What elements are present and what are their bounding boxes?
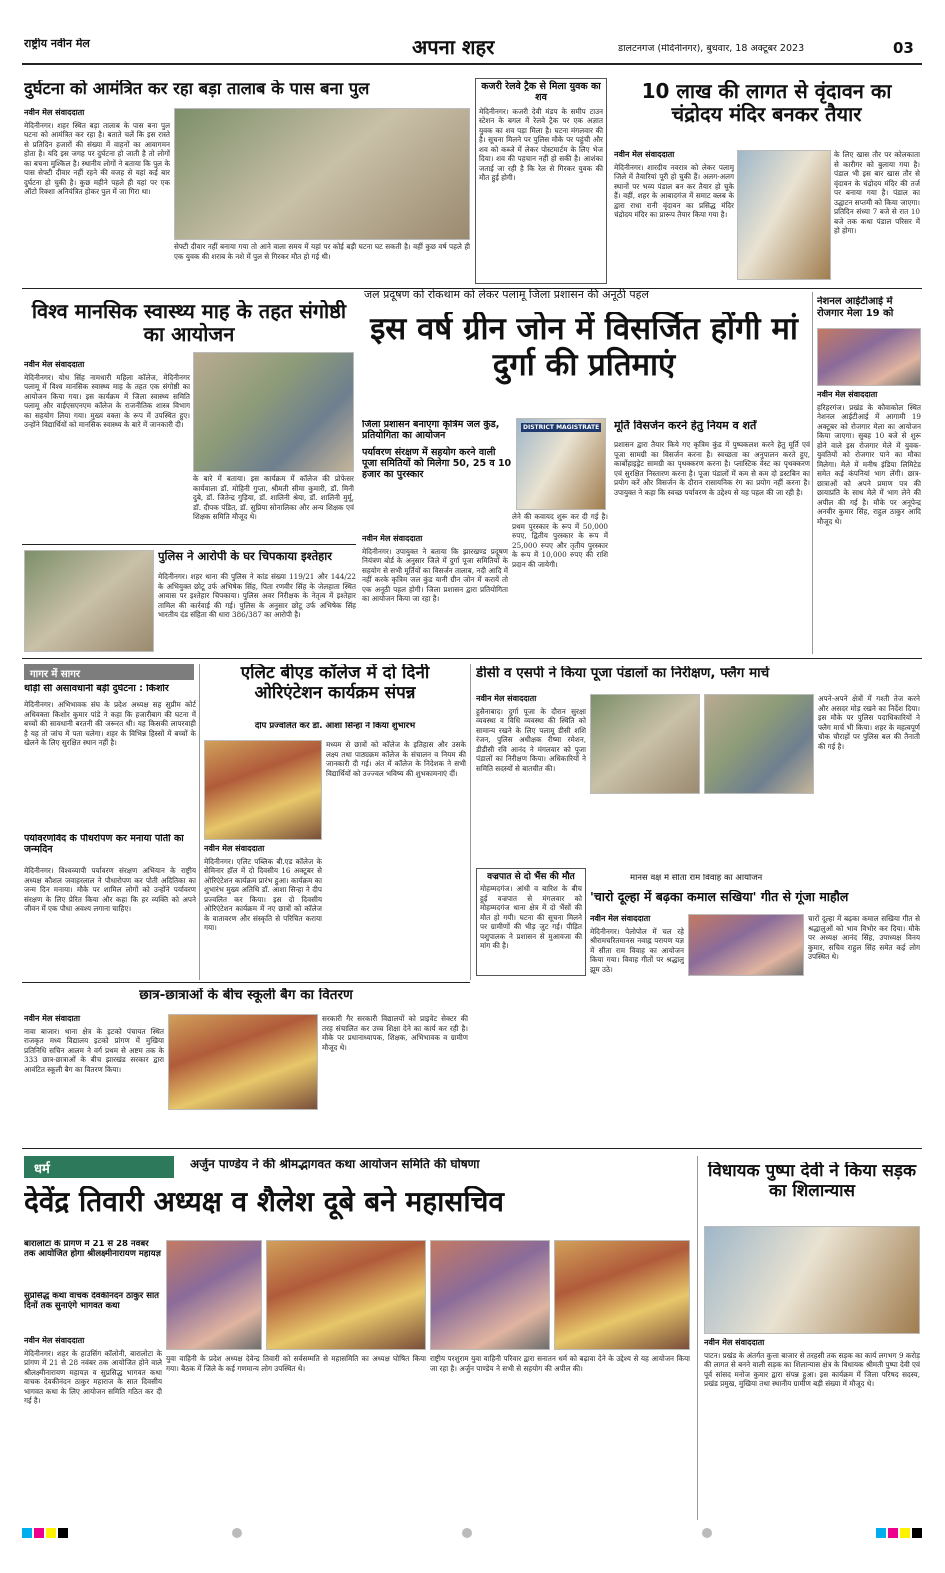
section-tag-gagar: गागर में सागर [24,664,194,680]
photo-police [24,550,154,652]
photo-wedding [688,914,804,976]
headline-dc-sp: डीसी व एसपी ने किया पूजा पंडालों का निरीक्षण, फ्लैग मार्च [476,666,770,681]
headline-bhagwat: देवेंद्र तिवारी अध्यक्ष व शैलेश दूबे बने महासचिव [24,1186,504,1218]
headline-job-fair: नेशनल आईटीआई में रोजगार मेला 19 को [817,296,894,319]
article-police: मेदिनीनगर। शहर थाना की पुलिस ने कांड संख्या 119/21 और 144/22 के अभियुक्त छोटू उर्फ अभिषेक सिंह, पिता रणवीर सिंह के जेलहाता स्थित आवास पर इश्तेहार चिपकाया। पुलिस अवर निरीक्षक के नेतृत्व में इश्तेहार तामिल की कार्रवाई की गई। पुलिस के अनुसार छोटू उर्फ अभिषेक सिंह भारतीय दंड संहिता की धारा 386/387 का आरोपी है। [158,572,356,619]
article-green-zone [362,534,508,654]
headline-lightning: वज्रपात से दो भैंस की मौत [487,872,575,882]
article-body: हुसैनाबाद। दुर्गा पूजा के दौरान सुरक्षा व्यवस्था व विधि व्यवस्था की स्थिति को सामान्य रखने के लिए पलामू डीसी शशि रंजन, पुलिस अधीक्षक रीष्मा रमेशन, डीडीसी रवि आनंद ने मंगलवार को पूजा पंडालों का निरीक्षण किया। अधिकारियों ने समिति सदस्यों से बातचीत की। [476,706,586,773]
masthead-rule [22,63,922,65]
paper-name: राष्ट्रीय नवीन मेल [24,38,90,50]
photo-bhagwat-2 [266,1240,426,1350]
photo-dc-sp-2 [704,694,814,794]
photo-bed-college [204,740,322,840]
short-rule [22,982,470,983]
article-bed-college [204,844,322,980]
article-body: मेदिनीनगर। उपायुक्त ने बताया कि झारखण्ड प्रदूषण नियंत्रण बोर्ड के अनुसार जिले में दुर्गा पूजा समितियों के सहयोग से सभी मूर्तियों का विसर्जन तालाब, नदी आदि में नहीं करके कृत्रिम जल कुंड यानी ग्रीन जोन में करायें तो एक अनूठी पहल होगी। जिला प्रशासन द्वारा प्रतियोगिता का आयोजन किया जा रहा है। [362,546,508,604]
column-divider [812,292,813,654]
article-job-fair [817,390,921,654]
article-lightning: मोहम्मदगंज। आंधी व बारिश के बीच हुई वज्रपात से मंगलवार को मोहम्मदगंज थाना क्षेत्र में दो भैंसों की मौत हो गयी। घटना की सूचना मिलने पर ग्रामीणों की भीड़ जुट गई। पीड़ित पशुपालक ने प्रशासन से मुआवजा की मांग की है। [480,884,582,951]
registration-swatch [876,1528,886,1538]
byline: नवीन मेल संवाददाता [24,1336,85,1345]
short-rule [22,544,356,545]
column-divider [199,664,200,980]
rules-body: प्रशासन द्वारा तैयार किये गए कृत्रिम कुंड में पुष्पकलश करने हेतु मूर्ति एवं पूजा सामग्री का विसर्जन करना है। स्वच्छता का अनुपालन करते हुए, कार्बोहाइड्रेट सामग्री का पृथक्करण करना है। प्लास्टिक वेस्ट का पृथक्करण एवं सुरक्षित निस्तारण करना है। पूजा पंडालों में कम से कम दो डस्टबिन का प्रयोग करें और विसर्जन के दौरान रासायनिक रंग का प्रयोग नहीं करना है। उपायुक्त ने कहा कि स्वच्छ पर्यावरण के उद्देश्य से यह पहल की जा रही है। [614,440,810,497]
article-bridge [24,108,170,283]
article-bhagwat-continued: युवा वाहिनी के प्रदेश अध्यक्ष देवेन्द्र तिवारी को सर्वसम्मति से महासमिति का अध्यक्ष घोषित किया गया। बैठक में जिले के कई गणमान्य लोग उपस्थित थे। [166,1354,426,1373]
dm-badge: DISTRICT MAGISTRATE [523,424,600,431]
article-carelessness: मेदिनीनगर। अभिभावक संघ के प्रदेश अध्यक्ष सह सुप्रीम कोर्ट अधिवक्ता किशोर कुमार पांडे ने कहा कि हजारीबाग की घटना में बच्चों की सावधानी बरतनी की जरूरत थी। यह किसकी लापरवाही है यह तो जांच में पता चलेगा। शहर के विभिन्न हिस्सों में बच्चों के खेलने के लिए सुरक्षित स्थान नहीं है। [24,700,196,747]
article-dc-sp [476,694,586,864]
article-body: मेदिनीनगर। शारदीय नवरात्र को लेकर पलामू जिले में तैयारियां पूरी हो चुकी हैं। अलग-अलग स्थानों पर भव्य पंडाल बन कर तैयार हो चुके हैं। वहीं, शहर के आबादगंज में समाट क्लब के द्वारा राधा रानी वृंदावन का प्रसिद्ध मंदिर चंद्रोदय मंदिर का प्रारूप तैयार किया गया है। [614,162,734,220]
article-body: मेदिनीनगर। पेलोपोल में चल रहे श्रीरामचरितमानस नवाह्न परायण यज्ञ में सीता राम विवाह का आयोजन किया गया। विवाह गीतों पर श्रद्धालु झूम उठे। [590,926,684,974]
headline-road: विधायक पुष्पा देवी ने किया सड़क का शिलान्यास [707,1162,917,1201]
kicker-bhagwat: अर्जुन पाण्डेय ने की श्रीमद्भागवत कथा आयोजन समिति की घोषणा [190,1158,480,1171]
byline: नवीन मेल संवाददाता [817,390,878,399]
article-bed-college-continued: मध्यम से छात्रों को कॉलेज के इतिहास और उसके लक्ष्य तथा पाठ्यक्रम कॉलेज के संचालन व नियम की जानकारी दी गई। अंत में कॉलेज के निदेशक ने सभी विद्यार्थियों को उज्ज्वल भविष्य की शुभकामनाएं दीं। [326,740,466,778]
rules-title: मूर्ति विसर्जन करने हेतु नियम व शर्तें [614,420,757,432]
article-bhagwat [24,1336,162,1518]
headline-green-zone: इस वर्ष ग्रीन जोन में विसर्जित होंगी मां दुर्गा की प्रतिमाएं [370,312,798,383]
registration-dot [462,1528,472,1538]
article-temple-continued: के लिए खास तौर पर कोलकाता से कारीगर को बुलाया गया है। पंडाल भी इस बार खास तौर से वृंदावन के चंद्रोदय मंदिर की तर्ज पर बनाया गया है। पंडाल का उद्घाटन सप्तमी को किया जाएगा। प्रतिदिन संध्या 7 बजे से रात 10 बजे तक कथा पंडाल परिसर में हो होगा। [834,150,920,235]
kicker-wedding: मानस वक्ष में सीता राम विवाह का आयोजन [630,874,763,883]
article-bhagwat-continued-2: राष्ट्रीय परशुराम युवा वाहिनी परिवार द्वारा सनातन धर्म को बढ़ावा देने के उद्देश्य से यह आयोजन किया जा रहा है। अर्जुन पाण्डेय ने सभी से सहयोग की अपील की। [430,1354,690,1373]
registration-swatch [34,1528,44,1538]
registration-swatch [46,1528,56,1538]
dateline: डालटनगंज (मेदिनीनगर), बुधवार, 18 अक्टूबर 2023 [618,44,805,54]
color-registration-bar [22,1526,922,1540]
article-road [704,1338,920,1518]
subhead-box-green-zone [362,420,512,532]
section-tag-religion: धर्म [24,1156,174,1178]
registration-swatch [58,1528,68,1538]
headline-seminar: विश्व मानसिक स्वास्थ्य माह के तहत संगोष्ठी का आयोजन [31,300,347,346]
side-head-yagya: बारालोटा के प्रांगण में 21 से 28 नवंबर तक आयोजित होगा श्रीलक्ष्मीनारायण महायज्ञ [24,1240,161,1259]
article-railway: मेदिनीनगर। कजरी देवी मंडप के समीप टाउन स्टेशन के बगल में रेलवे ट्रैक पर एक अज्ञात युवक का शव पड़ा मिला है। घटना मंगलवार की है। सूचना मिलने पर पुलिस मौके पर पहुंची और शव को कब्जे में लेकर पोस्टमार्टम के लिए भेज दिया। शव की पहचान नहीं हो सकी है। आशंका जताई जा रही है कि रेल से गिरकर युवक की मौत हुई होगी। [479,106,603,183]
article-seminar-continued: के बारे में बताया। इस कार्यक्रम में कॉलेज की प्रोफेसर कार्यवाला डॉ. मोहिनी गुप्ता, श्रीमती सीमा कुमारी, डॉ. मिनी दुबे, डॉ. जितेन्द्र गुड़िया, डॉ. शालिनी श्रेया, डॉ. शालिनी मुर्मू, डॉ. दीपक पंडित, डॉ. सुप्रिया सोनालिका और अन्य शिक्षक एवं शिक्षक समिति मौजूद थे। [193,474,354,521]
byline: नवीन मेल संवाददाता [704,1338,765,1347]
byline: नवीन मेल संवाददाता [476,694,537,703]
byline: नवीन मेल संवाददाता [204,844,265,853]
registration-swatch [912,1528,922,1538]
registration-swatch [22,1528,32,1538]
subhead-bed-college: दीप प्रज्वलित कर डॉ. आशा सिन्हा ने किया शुभारंभ [254,722,416,731]
article-seminar [24,360,190,540]
photo-bhagwat-4 [554,1240,690,1350]
side-head-kathavachak: सुप्रसिद्ध कथा वाचक देवकीनंदन ठाकुर सात दिनों तक सुनाएंगे भागवत कथा [24,1292,159,1311]
headline-carelessness: थोड़ी सी असावधानी बड़ी दुर्घटना : किशोर [24,684,169,694]
headline-temple: 10 लाख की लागत से वृंदावन का चंद्रोदय मंदिर बनकर तैयार [641,80,892,126]
column-divider [470,664,471,980]
headline-wedding: 'चारो दूल्हा में बढ़का कमाल सखिया' गीत से गूंजा माहौल [590,890,849,904]
article-green-zone-continued: लेने की कवायद शुरू कर दी गई है। प्रथम पुरस्कार के रूप में 50,000 रुपए, द्वितीय पुरस्कार के रूप में 25,000 रुपए और तृतीय पुरस्कार के रूप में 10,000 रुपए की राशि प्रदान की जायेगी। [512,512,608,569]
article-body: मेदिनीनगर। शहर के हाउसिंग कॉलोनी, बारालोटा के प्रांगण में 21 से 28 नवंबर तक आयोजित होने वाले श्रीलक्ष्मीनारायण महायज्ञ व सुप्रसिद्ध भागवत कथा वाचक देवकीनंदन ठाकुर महाराज के सात दिवसीय भागवत कथा के लिए आयोजन समिति गठित कर दी गई है। [24,1348,162,1406]
photo-district-magistrate [516,418,606,510]
headline-birthday: पर्यावरणविद के पौधरोपण कर मनाया पोती का जन्मदिन [24,834,184,855]
article-school-bag-continued: सरकारी गैर सरकारी विद्यालयों को प्राइवेट सेक्टर की तरह संचालित कर उच्च शिक्षा देने का कार्य कर रही है। मौके पर प्रधानाध्यापक, शिक्षक, अभिभावक व ग्रामीण मौजूद थे। [322,1014,468,1052]
photo-school-bag [168,1014,318,1110]
byline: नवीन मेल संवाददाता [614,150,675,159]
article-wedding [590,914,684,976]
photo-dc-sp-1 [590,694,700,794]
registration-swatch [888,1528,898,1538]
photo-bhagwat-1 [166,1240,262,1350]
row-rule [22,1148,922,1149]
article-body: मेदिनीनगर। योध सिंह नामधारी महिला कॉलेज, मेदिनीनगर पलामू में विश्व मानसिक स्वास्थ्य माह के तहत एक संगोष्ठी का आयोजन किया गया। इस कार्यक्रम में जिला स्वास्थ्य समिति पलामू और वाईएसएनएम कॉलेज के राजनीतिक शास्त्र विभाग का सहयोग लिया गया। मुख्य वक्ता के रूप में उपस्थित हुए। उन्होंने विद्यार्थियों को मानसिक स्वास्थ्य के बारे में जानकारी दी। [24,372,190,430]
subhead-artificial-pond: जिला प्रशासन बनाएगा कृत्रिम जल कुंड, प्रतियोगिता का आयोजन [362,420,500,441]
byline: नवीन मेल संवाददाता [590,914,651,923]
headline-police: पुलिस ने आरोपी के घर चिपकाया इश्तेहार [158,550,332,563]
article-birthday: मेदिनीनगर। विश्वव्यापी पर्यावरण संरक्षण अभियान के राष्ट्रीय अध्यक्ष कौशल जवाहरलाल ने पौधारोपण कर पोती अदितिका का जन्म दिन मनाया। मौके पर शामिल लोगों को उन्होंने पर्यावरण संरक्षण के लिए प्रेरित किया और कहा कि हर व्यक्ति को अपने जीवन में एक पौधा अवश्य लगाना चाहिए। [24,866,196,913]
photo-temple [737,150,831,280]
article-body: मेदिनीनगर। एलिट पब्लिक बी.एड कॉलेज के सेमिनार हॉल में दो दिवसीय 16 अक्टूबर से ओरिएंटेशन कार्यक्रम प्रारंभ हुआ। कार्यक्रम का शुभारंभ मुख्य अतिथि डॉ. आशा सिन्हा ने दीप प्रज्वलित कर किया। इस दो दिवसीय ओरिएंटेशन कार्यक्रम में नए छात्रों को कॉलेज के वातावरण और संस्कृति से परिचित कराया गया। [204,856,322,933]
subhead-prize: पर्यावरण संरक्षण में सहयोग करने वाली पूजा समितियों को मिलेगा 50, 25 व 10 हजार का पुरस्कार [362,446,512,480]
section-title: अपना शहर [412,36,495,59]
registration-dot [702,1528,712,1538]
headline-school-bag: छात्र-छात्राओं के बीच स्कूली बैग का वितरण [139,988,353,1003]
photo-seminar [193,352,354,472]
article-bridge-continued: सेफ्टी दीवार नहीं बनाया गया तो आने वाला समय में यहां पर कोई बड़ी घटना घट सकती है। वहीं कुछ वर्ष पहले ही एक युवक की शराब के नशे में पुल से गिरकर मौत हो गई थी। [174,242,470,261]
byline: नवीन मेल संवादाता [24,1014,81,1023]
photo-bhagwat-3 [430,1240,550,1350]
photo-road [704,1226,920,1334]
photo-bridge [174,108,470,240]
article-wedding-continued: चारों दूल्हा में बढ़का कमाल सखिया गीत से श्रद्धालुओं को भाव विभोर कर दिया। मौके पर अध्यक्ष आनंद सिंह, उपाध्यक्ष विनय कुमार, सचिव राहुल सिंह समेत कई लोग उपस्थित थे। [808,914,920,961]
byline: नवीन मेल संवाददाता [24,360,85,369]
headline-bed-college: एलिट बीएड कॉलेज में दो दिनी ओरिएंटेशन कार्यक्रम संपन्न [240,664,430,703]
kicker-green-zone: जल प्रदूषण को रोकथाम को लेकर पलामू जिला प्रशासन की अनूठी पहल [364,289,649,301]
article-body: हरिहरगंज। प्रखंड के कौवाकोल स्थित नेशनल आईटीआई में आगामी 19 अक्टूबर को रोजगार मेला का आयोजन किया जाएगा। सुबह 10 बजे से शुरू होने वाले इस रोजगार मेले में युवक-युवतियों को रोजगार पाने का मौका मिलेगा। मेले में मनीष इंडिया लिमिटेड समेत कई कंपनियां भाग लेंगी। छात्र-छात्राओं को अपने प्रमाण पत्र की छायाप्रति के साथ मेले में भाग लेने की अपील की गई है। मौके पर अनूपेन्द्र अनवीर कुमार सिंह, राहुल ठाकुर आदि मौजूद थे। [817,402,921,526]
byline: नवीन मेल संवाददाता [362,534,423,543]
article-body: पाटन। प्रखंड के अंतर्गत कुत्ता बाजार से तरहसी तक सड़क का कार्य लगभग 9 करोड़ की लागत से बनने वाली सड़क का शिलान्यास क्षेत्र के विधायक श्रीमती पुष्पा देवी एवं पूर्व सांसद मनोज कुमार द्वारा संपन्न हुआ। इस कार्यक्रम में जिला परिषद सदस्य, प्रखंड प्रमुख, मुखिया तथा स्थानीय ग्रामीण बड़ी संख्या में मौजूद थे। [704,1350,920,1389]
column-divider [697,1156,698,1520]
article-school-bag [24,1014,164,1144]
article-body: मेदिनीनगर। शहर स्थित बड़ा तालाब के पास बना पुल घटना को आमंत्रित कर रहा है। बताते चलें कि इस रास्ते से प्रतिदिन हजारों की संख्या में वाहनों का आवागमन होता है। यदि इस जगह पर दुर्घटना हो जाती है तो लोगों का बचना मुश्किल है। स्थानीय लोगों ने बताया कि पुल के पास सेफ्टी दीवार नहीं रहने की वजह से यहां कई बार दुर्घटना हो चुकी है। कुछ महीने पहले ही यहां पर एक ऑटो रिक्शा अनियंत्रित होकर पुल में जा गिरा था। [24,120,170,197]
headline-railway: कजरी रेलवे ट्रैक से मिला युवक का शव [481,81,601,103]
box-railway [475,78,607,284]
registration-swatch [900,1528,910,1538]
article-body: नावा बाजार। थाना क्षेत्र के इटको पंचायत स्थित राजकृत मध्य विद्यालय इटको प्रांगण में मुखिया प्रतिनिधि सचिन आलम ने वर्ग प्रथम से अष्टम तक के 333 छात्र-छात्राओं के बीच झारखंड सरकार द्वारा आवंटित स्कूली बैग का वितरण किया। [24,1026,164,1074]
byline: नवीन मेल संवाददाता [24,108,85,117]
registration-dot [232,1528,242,1538]
box-lightning [476,868,586,976]
article-dc-sp-continued: अपने-अपने क्षेत्रों में गश्ती तेज करने और असदर मोड़ रखने का निर्देश दिया। इस मौके पर पुलिस पदाधिकारियों ने फ्लैग मार्च भी किया। शहर के महत्वपूर्ण चौक चौराहों पर पुलिस बल की तैनाती की गई है। [818,694,920,751]
page-number: 03 [893,40,914,57]
photo-job-fair [817,328,921,386]
headline-bridge: दुर्घटना को आमंत्रित कर रहा बड़ा तालाब के पास बना पुल [24,80,370,98]
row-rule [22,658,922,659]
article-temple [614,150,734,284]
